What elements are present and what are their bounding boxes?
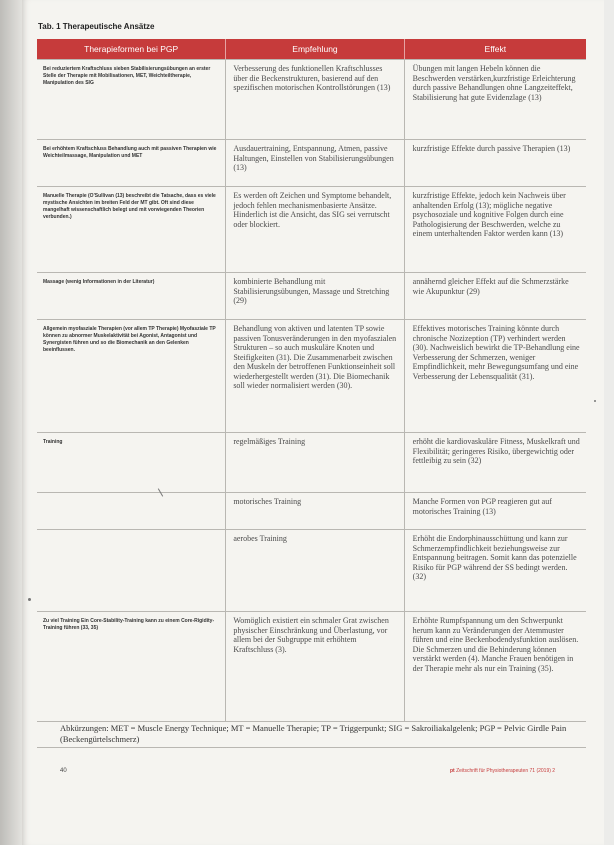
table-row (37, 611, 586, 722)
cell-recommendation: Behandlung von aktiven und latenten TP sowie passiven Tonusveränderungen in den myofaszialen Strukturen – so auch muskuläre Knoten und Steifigkeiten (31). Die Zusammenarbeit zwischen den Muskeln der betroffenen Funktionseinheit soll wiederhergestellt werden (31). Die Biomechanik soll wieder normalisiert werden (30). (225, 320, 403, 432)
cell-recommendation: motorisches Training (225, 493, 403, 529)
cell-effect: annähernd gleicher Effekt auf die Schmerzstärke wie Akupunktur (29) (404, 273, 586, 319)
footer-divider (37, 747, 586, 748)
therapy-table (37, 39, 586, 722)
table-header-row (37, 39, 586, 59)
left-margin-mark (28, 598, 31, 601)
cell-therapy: Massage (wenig Informationen in der Literatur) (43, 279, 155, 285)
header-recommendation: Empfehlung (225, 39, 403, 59)
table-row (37, 492, 586, 529)
cell-recommendation: regelmäßiges Training (225, 433, 403, 492)
cell-recommendation: Womöglich existiert ein schmaler Grat zwischen physischer Einschränkung und Überlastung, vor allem bei der Subgruppe mit erhöhtem Kraftschluss (3). (225, 612, 403, 721)
cell-therapy: Bei erhöhtem Kraftschluss Behandlung auch mit passiven Therapien wie Weichteilmassage, Manipulation und MET (43, 146, 217, 159)
table-row (37, 139, 586, 186)
cell-therapy: Zu viel Training Ein Core-Stability-Training kann zu einem Core-Rigidity-Training führen (33, 35) (43, 618, 215, 631)
cell-recommendation: aerobes Training (225, 530, 403, 611)
page-number: 40 (60, 768, 67, 774)
table-row (37, 186, 586, 272)
cell-effect: Manche Formen von PGP reagieren gut auf motorisches Training (13) (404, 493, 586, 529)
cell-effect: Erhöht die Endorphinausschüttung und kann zur Schmerzempfindlichkeit beziehungsweise zur Entspannung beitragen. Somit kann das potenzielle Risiko für PGP während der SS bedingt werden. (32) (404, 530, 586, 611)
table-row (37, 59, 586, 139)
cell-effect: kurzfristige Effekte, jedoch kein Nachweis über anhaltenden Erfolg (13); mögliche negative psychosoziale und kognitive Folgen durch eine Pathologisierung der Beschwerden, welche zu einem unterhaltenden Faktor werden kann (13) (404, 187, 586, 272)
table-row (37, 432, 586, 492)
cell-effect: Erhöhte Rumpfspannung um den Schwerpunkt herum kann zu Veränderungen der Atemmuster führen und eine Beckenbodendysfunktion auslösen. Die Schmerzen und die Behinderung können verstärkt werden (4). Manche Frauen benötigen in der Therapie mehr als nur ein Training (35). (404, 612, 586, 721)
cell-recommendation: kombinierte Behandlung mit Stabilisierungsübungen, Massage und Stretching (29) (225, 273, 403, 319)
table-row (37, 272, 586, 319)
journal-reference (450, 768, 555, 774)
right-margin-mark (594, 400, 596, 402)
cell-therapy: Training (43, 439, 63, 445)
table-row (37, 529, 586, 611)
header-effect: Effekt (404, 39, 586, 59)
cell-therapy: Manuelle Therapie (O'Sullivan (13) beschreibt die Tatsache, dass es viele mystische Ansichten im breiten Feld der MT gibt. Oft sind diese mangelhaft wissenschaftlich belegt und mit vorwiegenden Theorien verbunden.) (43, 193, 216, 220)
cell-therapy (37, 493, 225, 529)
cell-effect: erhöht die kardiovaskuläre Fitness, Muskelkraft und Flexibilität; geringeres Risiko, übergewichtig oder fettleibig zu sein (32) (404, 433, 586, 492)
header-therapy: Therapieformen bei PGP (84, 44, 179, 54)
journal-name: Zeitschrift für Physiotherapeuten (456, 768, 529, 774)
cell-therapy: Bei reduziertem Kraftschluss sieben Stabilisierungsübungen an erster Stelle der Therapie mit Mobilisationen, MET, Weichteiltherapie, Manipulation des SIG (43, 66, 211, 86)
table-row (37, 319, 586, 432)
page-spine-shadow (0, 0, 22, 845)
cell-recommendation: Verbesserung des funktionellen Kraftschlusses über die Beckenstrukturen, basierend auf den spezifischen motorischen Kontrollstörungen (13) (225, 60, 403, 139)
cell-recommendation: Es werden oft Zeichen und Symptome behandelt, jedoch fehlen mechanismenbasierte Ansätze. Hinderlich ist die Ansicht, das SIG sei verrutscht oder blockiert. (225, 187, 403, 272)
cell-effect: Effektives motorisches Training könnte durch chronische Nozizeption (TP) verhindert werden (30). Nachweislich bewirkt die TP-Behandlung eine Verbesserung der Schmerzen, weniger Empfindlichkeit, mehr Bewegungsumfang und eine Verbesserung der Lebensqualität (31). (404, 320, 586, 432)
cell-effect: kurzfristige Effekte durch passive Therapien (13) (404, 140, 586, 186)
cell-recommendation: Ausdauertraining, Entspannung, Atmen, passive Haltungen, Einstellen von Stabilisierungsübungen (13) (225, 140, 403, 186)
cell-therapy: Allgemein myofasziale Therapien (vor allem TP Therapie) Myofasziale TP können zu abnormer Muskelaktivität bei Agonist, Antagonist und Synergisten führen und so die Biomechanik an den Gelenken beeinflussen. (43, 326, 216, 353)
cell-effect: Übungen mit langen Hebeln können die Beschwerden verstärken,kurzfristige Erleichterung durch passive Behandlungen ohne Langzeiteffekt, Stabilisierung hat gute Evidenzlage (13) (404, 60, 586, 139)
table-title: Tab. 1 Therapeutische Ansätze (38, 22, 155, 31)
journal-prefix: pt (450, 768, 455, 774)
journal-detail: 71 (2019) 2 (529, 768, 556, 774)
abbreviations-footnote: Abkürzungen: MET = Muscle Energy Technique; MT = Manuelle Therapie; TP = Triggerpunkt; SIG = Sakroiliakalgelenk; PGP = Pelvic Girdle Pain (Beckengürtelschmerz) (60, 723, 567, 744)
cell-therapy (37, 530, 225, 611)
